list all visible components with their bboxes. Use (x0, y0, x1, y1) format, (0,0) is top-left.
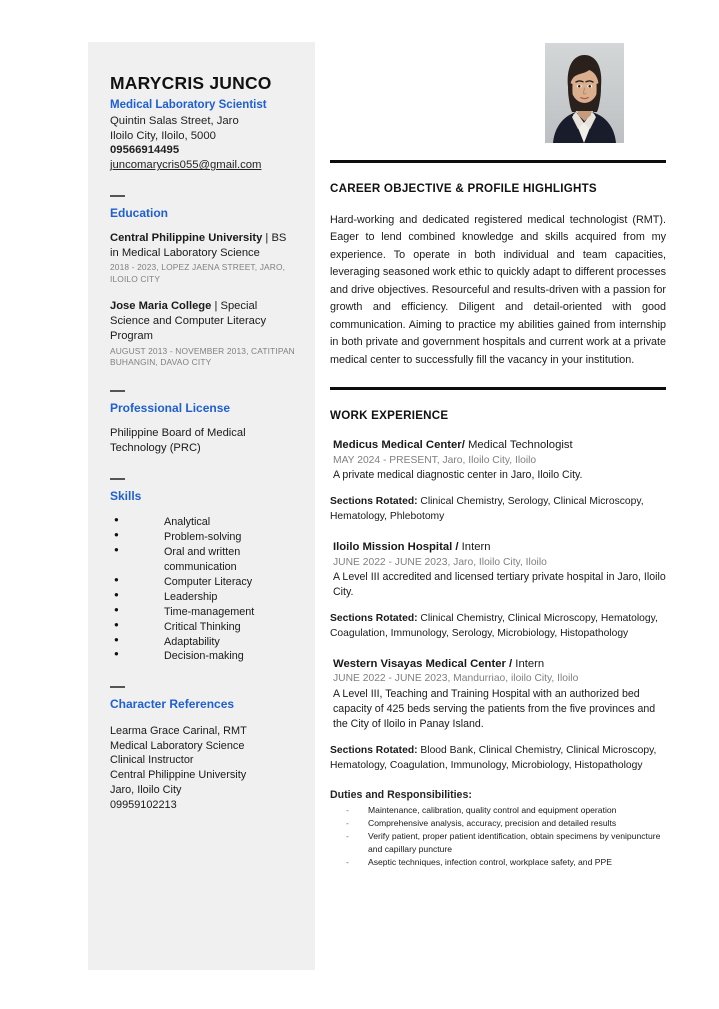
reference-line: Medical Laboratory Science (110, 739, 245, 752)
list-item: ● Analytical (110, 515, 295, 530)
education-degree: Special Science and Computer Literacy Program (110, 300, 267, 342)
education-school-name: Central Philippine University (110, 231, 263, 244)
reference-line: Learma Grace Carinal, RMT (110, 724, 247, 737)
reference-line: Central Philippine University (110, 769, 247, 782)
duties-title: Duties and Responsibilities: (330, 789, 472, 802)
list-item: ● Computer Literacy (110, 575, 295, 590)
avatar (545, 43, 624, 143)
work-role: Intern (512, 658, 545, 671)
work-section-title: WORK EXPERIENCE (330, 409, 449, 423)
work-entry (330, 438, 666, 524)
sidebar-panel (88, 42, 315, 970)
reference-line: Clinical Instructor (110, 754, 194, 767)
phone-number: 09566914495 (110, 144, 180, 157)
list-item: ● Oral and written communication (110, 545, 295, 575)
rule-wrapper (330, 387, 666, 390)
education-school-name: Jose Maria College (110, 300, 212, 313)
work-entry-header (330, 657, 666, 672)
section-divider-dash (110, 195, 125, 197)
sections-rotated-value: Clinical Chemistry, Clinical Microscopy, Hematology, Coagulation, Immunology, Serology, Microbiology, Histopathology (330, 612, 658, 639)
objective-section-title: CAREER OBJECTIVE & PROFILE HIGHLIGHTS (330, 182, 597, 195)
work-description: A Level III, Teaching and Training Hospital with an authorized bed capacity of 425 beds serving the patients from the five provinces and the City of Iloilo in Panay Island. (333, 687, 656, 730)
section-divider-dash (110, 686, 125, 688)
work-employer: Medicus Medical Center/ (333, 439, 465, 452)
list-item: ● Decision-making (110, 649, 295, 664)
education-degree: BS in Medical Laboratory Science (110, 231, 287, 259)
education-separator: | (211, 300, 221, 313)
education-heading: Education (110, 206, 169, 221)
main-content (330, 160, 666, 869)
work-meta: MAY 2024 - PRESENT, Jaro, Iloilo City, Iloilo (333, 454, 537, 466)
sections-rotated-label: Sections Rotated: (330, 496, 418, 508)
skills-list (110, 515, 295, 664)
section-divider-dash (110, 478, 125, 480)
duties-list (330, 804, 666, 868)
list-item: ● Problem-solving (110, 530, 295, 545)
education-entry (110, 299, 295, 368)
candidate-job-title: Medical Laboratory Scientist (110, 99, 267, 112)
work-employer: Iloilo Mission Hospital / (333, 541, 459, 554)
objective-body: Hard-working and dedicated registered medical technologist (RMT). Eager to lend combined knowledge and skills acquired from my experience. To operate in both individual and team capacities, leveraging seasoned work ethic to quickly adapt to different processes and drive objectives. Resourceful and results-driven with a passion for growth and efficiency. Diligent and detail-oriented with good communication. Aiming to practice my abilities gained from internship in both private and government hospitals and current work at a private medical center to successfully fill the vacancy in your institution. (330, 214, 666, 366)
list-item: - Comprehensive analysis, accuracy, precision and detailed results (330, 817, 666, 830)
address-line-1: Quintin Salas Street, Jaro (110, 114, 239, 127)
list-item: ● Time-management (110, 605, 295, 620)
list-item: ● Critical Thinking (110, 620, 295, 635)
reference-line: Jaro, Iloilo City (110, 784, 182, 797)
list-item: - Verify patient, proper patient identification, obtain specimens by venipuncture and capillary puncture (330, 830, 666, 856)
education-meta: 2018 - 2023, LOPEZ JAENA STREET, JARO, ILOILO CITY (110, 262, 286, 284)
sections-rotated-value: Blood Bank, Clinical Chemistry, Clinical Microscopy, Hematology, Coagulation, Immunology, Microbiology, Histopathology (330, 744, 657, 771)
reference-entry (110, 724, 295, 813)
education-school-degree (110, 299, 295, 344)
work-entry (330, 657, 666, 773)
work-role: Medical Technologist (464, 439, 573, 452)
section-rule (330, 160, 666, 163)
sections-rotated (330, 495, 666, 524)
portrait-photo-icon (545, 43, 624, 143)
work-employer: Western Visayas Medical Center / (333, 658, 513, 671)
candidate-name: MARYCRIS JUNCO (110, 73, 272, 93)
sections-rotated (330, 612, 666, 641)
work-meta: JUNE 2022 - JUNE 2023, Jaro, Iloilo City, Iloilo (333, 556, 547, 568)
section-rule (330, 387, 666, 390)
education-school-degree (110, 231, 295, 261)
education-entry (110, 231, 295, 285)
work-entry-header (330, 438, 666, 453)
list-item: ● Leadership (110, 590, 295, 605)
license-text: Philippine Board of Medical Technology (PRC) (110, 426, 246, 454)
work-description: A Level III accredited and licensed tertiary private hospital in Jaro, Iloilo City. (333, 570, 666, 598)
work-entry (330, 540, 666, 641)
address-line-2: Iloilo City, Iloilo, 5000 (110, 129, 216, 142)
skills-heading: Skills (110, 489, 142, 504)
sections-rotated-value: Clinical Chemistry, Serology, Clinical Microscopy, Hematology, Phlebotomy (330, 496, 644, 522)
work-role: Intern (458, 541, 491, 554)
list-item: - Maintenance, calibration, quality control and equipment operation (330, 804, 666, 817)
education-meta: AUGUST 2013 - NOVEMBER 2013, CATITIPAN BUHANGIN, DAVAO CITY (110, 345, 295, 368)
list-item: - Aseptic techniques, infection control, workplace safety, and PPE (330, 856, 666, 869)
sections-rotated-label: Sections Rotated: (330, 744, 418, 756)
license-heading: Professional License (110, 401, 231, 416)
education-separator: | (262, 231, 272, 244)
email-address[interactable]: juncomarycris055@gmail.com (110, 159, 262, 172)
work-entry-header (330, 540, 666, 555)
list-item: ● Adaptability (110, 635, 295, 650)
sections-rotated-label: Sections Rotated: (330, 612, 418, 624)
sections-rotated (330, 744, 666, 773)
reference-line: 09959102213 (110, 798, 177, 811)
work-description: A private medical diagnostic center in Jaro, Iloilo City. (333, 469, 583, 482)
section-divider-dash (110, 390, 125, 392)
work-meta: JUNE 2022 - JUNE 2023, Mandurriao, iloilo City, Iloilo (333, 673, 579, 685)
references-heading: Character References (110, 697, 235, 712)
